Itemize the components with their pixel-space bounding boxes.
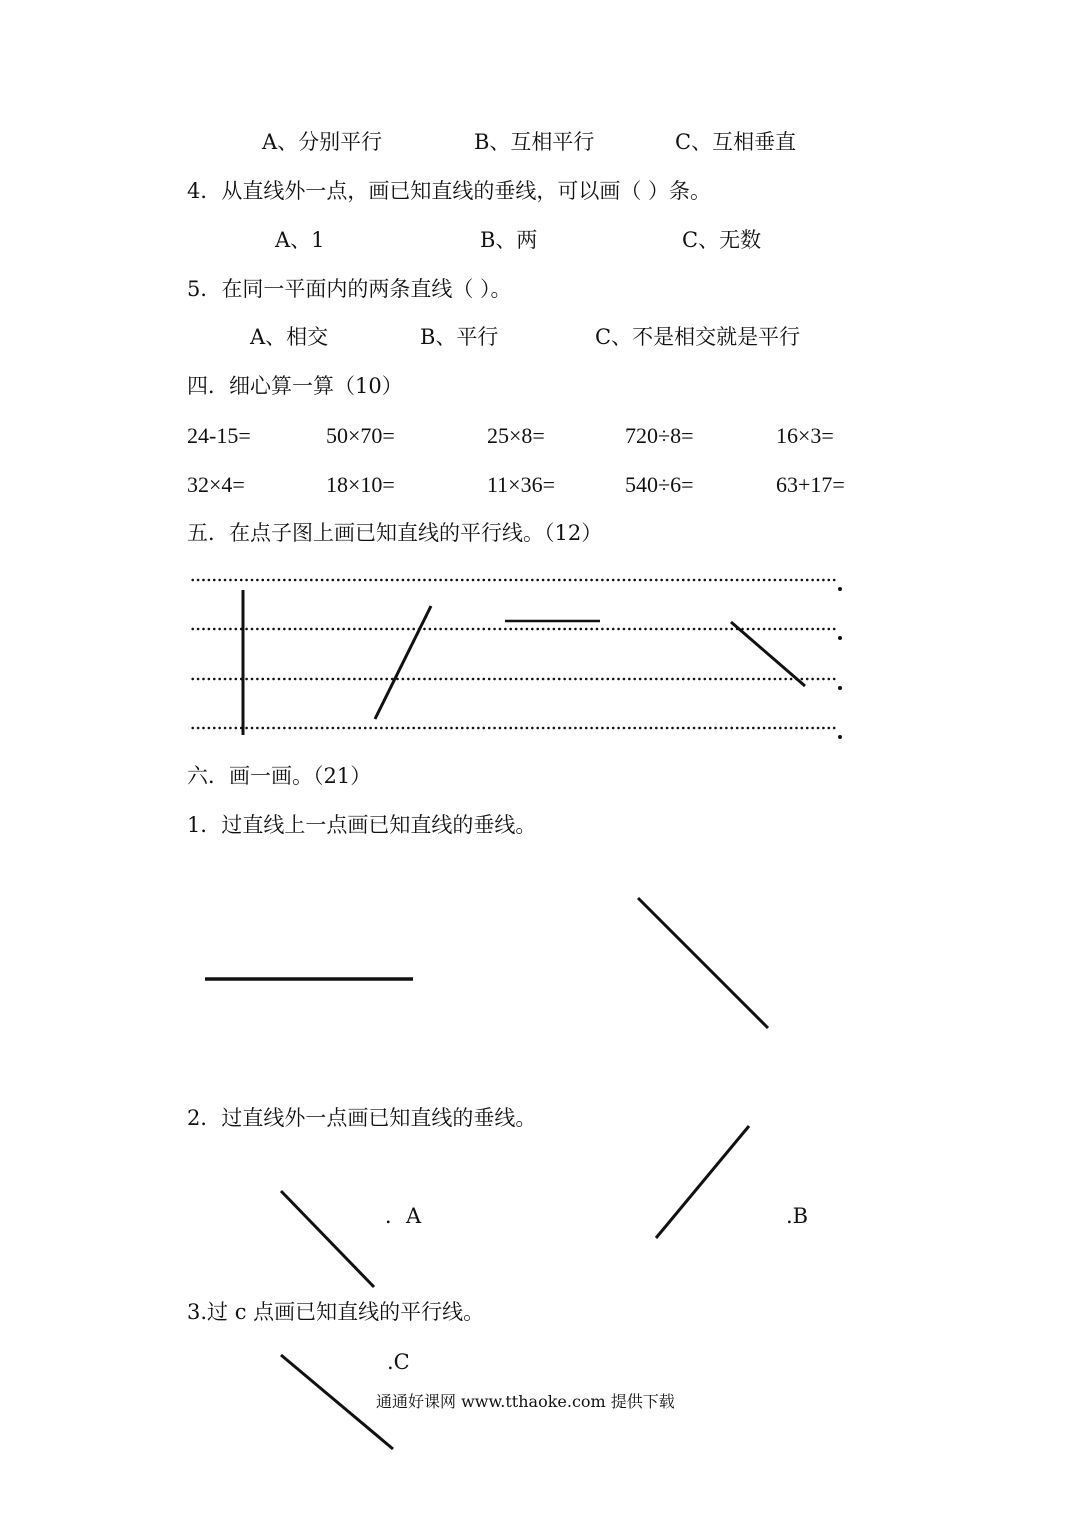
calc-item: 63+17=	[776, 472, 845, 497]
section6-q3: 3.过 c 点画已知直线的平行线。	[187, 1300, 485, 1324]
q5-option-a: A、相交	[250, 325, 329, 349]
calc-item: 25×8=	[487, 423, 545, 448]
point-a-label: ．A	[385, 1204, 422, 1228]
q4-option-b: B、两	[480, 228, 538, 252]
q1-diagonal-line	[638, 898, 768, 1028]
footer-text: 通通好课网 www.tthaoke.com 提供下载	[376, 1392, 675, 1411]
section6-title: 六．画一画。（21）	[187, 764, 372, 788]
calc-item: 16×3=	[776, 423, 834, 448]
q3-option-a: A、分别平行	[262, 130, 383, 154]
calc-item: 720÷8=	[625, 423, 694, 448]
q4-option-c: C、无数	[682, 228, 762, 252]
section6-q2: 2．过直线外一点画已知直线的垂线。	[187, 1106, 537, 1130]
grid-descending-line	[731, 622, 805, 686]
q3-option-b: B、互相平行	[474, 130, 595, 154]
section5-title: 五．在点子图上画已知直线的平行线。（12）	[187, 521, 603, 545]
q5-option-b: B、平行	[420, 325, 499, 349]
q3-line	[281, 1355, 393, 1449]
section6-q1: 1．过直线上一点画已知直线的垂线。	[187, 813, 537, 837]
point-b-label: .B	[786, 1204, 809, 1228]
q5-question: 5．在同一平面内的两条直线（ ）。	[187, 277, 512, 301]
calc-item: 18×10=	[326, 472, 395, 497]
q2-line-right	[656, 1126, 749, 1238]
q4-question: 4．从直线外一点，画已知直线的垂线，可以画（ ）条。	[187, 179, 712, 203]
calc-item: 50×70=	[326, 423, 395, 448]
grid-slanted-line	[375, 606, 431, 719]
q3-option-c: C、互相垂直	[675, 130, 797, 154]
calc-item: 11×36=	[487, 472, 555, 497]
q2-line-left	[281, 1191, 374, 1287]
q4-option-a: A、1	[275, 228, 325, 252]
q5-option-c: C、不是相交就是平行	[595, 325, 801, 349]
section4-title: 四．细心算一算（10）	[187, 374, 403, 398]
point-c-label: .C	[387, 1350, 410, 1374]
calc-item: 540÷6=	[625, 472, 694, 497]
calc-item: 32×4=	[187, 472, 245, 497]
calc-item: 24-15=	[187, 423, 251, 448]
